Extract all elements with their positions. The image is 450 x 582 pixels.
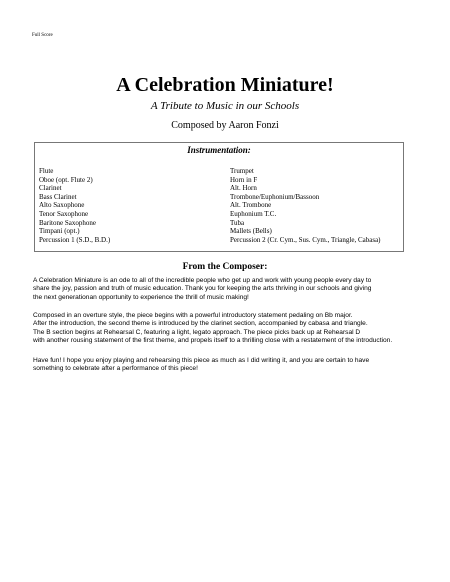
instrument-item: Clarinet bbox=[39, 184, 62, 193]
instrument-item: Flute bbox=[39, 167, 54, 175]
page-title: A Celebration Miniature! bbox=[116, 74, 334, 96]
instrument-item: Euphonium T.C. bbox=[230, 209, 277, 218]
instrument-list-left bbox=[39, 167, 110, 244]
composer-paragraph-3 bbox=[33, 357, 428, 374]
instrumentation-box bbox=[34, 142, 404, 252]
instrument-item: Alt. Trombone bbox=[230, 201, 272, 210]
instrument-item: Alt. Horn bbox=[230, 184, 257, 193]
instrument-item: Oboe (opt. Flute 2) bbox=[39, 175, 93, 184]
instrument-item: Alto Saxophone bbox=[39, 201, 85, 210]
instrument-item: Tuba bbox=[230, 218, 245, 227]
composer-credit: Composed by Aaron Fonzi bbox=[171, 120, 279, 131]
composer-paragraph-1 bbox=[33, 277, 428, 302]
paragraph-line: the next generationan opportunity to experience the thrill of music making! bbox=[33, 293, 249, 301]
instrument-item: Trumpet bbox=[230, 167, 254, 175]
paragraph-line: Have fun! I hope you enjoy playing and rehearsing this piece as much as I did writing it, and you are certain to have bbox=[33, 357, 370, 364]
paragraph-line: Composed in an overture style, the piece begins with a powerful introductory statement pedaling on Bb major. bbox=[33, 312, 353, 319]
paragraph-line: The B section begins at Rehearsal C, featuring a light, legato approach. The piece picks back up at Rehearsal D bbox=[33, 328, 361, 336]
instrument-item: Horn in F bbox=[230, 175, 258, 184]
instrument-item: Tenor Saxophone bbox=[39, 209, 89, 218]
instrument-list-right bbox=[230, 167, 381, 244]
paragraph-line: After the introduction, the second theme is introduced by the clarinet section, accompanied by cabasa and triangle. bbox=[33, 320, 368, 328]
instrument-item: Percussion 1 (S.D., B.D.) bbox=[39, 235, 111, 244]
paragraph-line: share the joy, passion and truth of music education. Thank you for keeping the arts thriving in our schools and giving bbox=[33, 285, 372, 293]
instrument-item: Mallets (Bells) bbox=[230, 227, 272, 236]
instrument-item: Timpani (opt.) bbox=[39, 227, 80, 236]
score-label: Full Score bbox=[32, 33, 53, 38]
instrumentation-heading: Instrumentation: bbox=[187, 145, 251, 155]
instrument-item: Percussion 2 (Cr. Cym., Sus. Cym., Triangle, Cabasa) bbox=[230, 235, 381, 244]
paragraph-line: A Celebration Miniature is an ode to all of the incredible people who get up and work with young people every day to bbox=[33, 277, 372, 284]
composer-paragraph-2 bbox=[33, 312, 428, 346]
instrument-item: Trombone/Euphonium/Bassoon bbox=[230, 192, 320, 201]
instrument-item: Bass Clarinet bbox=[39, 192, 77, 201]
paragraph-line: with another rousing statement of the first theme, and propels itself to a thrilling close with a restatement of the introduction. bbox=[33, 337, 393, 345]
instrument-item: Baritone Saxophone bbox=[39, 218, 96, 227]
from-composer-heading: From the Composer: bbox=[182, 262, 268, 272]
paragraph-line: something to celebrate after a performance of this piece! bbox=[33, 365, 198, 373]
page-subtitle: A Tribute to Music in our Schools bbox=[150, 100, 300, 112]
